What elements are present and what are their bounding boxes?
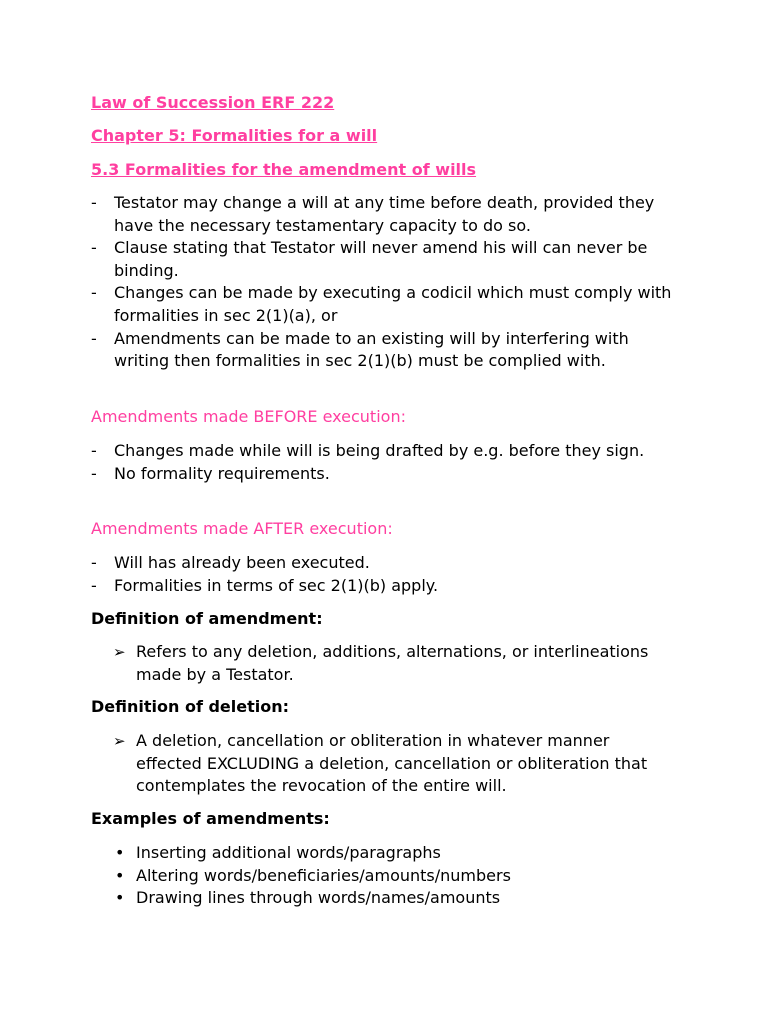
list-item-text: Testator may change a will at any time before death, provided they have the necessary testamentary capacity to do so. <box>114 193 655 235</box>
list-item-text: Altering words/beneficiaries/amounts/numbers <box>136 865 511 885</box>
list-item-text: Will has already been executed. <box>114 553 370 572</box>
chapter-title: Chapter 5: Formalities for a will <box>91 126 378 145</box>
definition-deletion-heading: Definition of deletion: <box>91 697 290 716</box>
dash-marker: - <box>91 575 97 595</box>
list-item <box>91 237 681 282</box>
examples-heading: Examples of amendments: <box>91 809 330 828</box>
after-execution-list <box>91 552 681 597</box>
dash-marker: - <box>91 193 97 212</box>
dash-marker: - <box>91 441 97 460</box>
definition-amendment-list <box>113 641 673 686</box>
list-item-text: A deletion, cancellation or obliteration in whatever manner effected EXCLUDING a deletion, cancellation or obliteration that contemplates the revocation of the entire will. <box>136 731 648 796</box>
section-title: 5.3 Formalities for the amendment of wills <box>91 160 477 179</box>
list-item-text: Drawing lines through words/names/amounts <box>136 888 501 908</box>
list-item <box>113 641 673 686</box>
dash-marker: - <box>91 283 97 303</box>
before-execution-heading: Amendments made BEFORE execution: <box>91 407 406 426</box>
dash-marker: - <box>91 238 97 258</box>
list-item <box>91 192 681 237</box>
list-item-text: Clause stating that Testator will never amend his will can never be binding. <box>114 238 648 280</box>
bullet-icon: • <box>115 888 125 908</box>
list-item <box>91 282 681 327</box>
list-item-text: Amendments can be made to an existing will by interfering with writing then formalities in sec 2(1)(b) must be complied with. <box>114 328 629 371</box>
list-item <box>113 887 673 910</box>
list-item <box>91 463 681 486</box>
bullet-icon: • <box>115 843 125 862</box>
course-title: Law of Succession ERF 222 <box>91 93 335 112</box>
list-item-text: Changes can be made by executing a codicil which must comply with formalities in sec 2(1)(a), or <box>114 283 672 325</box>
list-item-text: Inserting additional words/paragraphs <box>136 843 441 862</box>
arrow-bullet-icon: ➢ <box>113 643 126 661</box>
intro-points-list <box>91 192 681 373</box>
list-item-text: Changes made while will is being drafted by e.g. before they sign. <box>114 441 645 460</box>
dash-marker: - <box>91 553 97 572</box>
list-item-text: No formality requirements. <box>114 463 330 483</box>
list-item <box>91 575 681 598</box>
after-execution-heading: Amendments made AFTER execution: <box>91 519 393 538</box>
list-item <box>91 552 681 575</box>
examples-list <box>113 842 673 910</box>
list-item-text: Refers to any deletion, additions, alternations, or interlineations made by a Testator. <box>136 642 649 684</box>
before-execution-list <box>91 440 681 485</box>
definition-amendment-heading: Definition of amendment: <box>91 609 323 628</box>
list-item <box>113 730 673 798</box>
dash-marker: - <box>91 463 97 483</box>
dash-marker: - <box>91 328 97 348</box>
list-item <box>91 440 681 463</box>
bullet-icon: • <box>115 865 125 885</box>
list-item <box>91 328 681 373</box>
arrow-bullet-icon: ➢ <box>113 732 126 750</box>
list-item-text: Formalities in terms of sec 2(1)(b) apply. <box>114 575 439 595</box>
definition-deletion-list <box>113 730 673 798</box>
list-item <box>113 842 673 865</box>
list-item <box>113 865 673 888</box>
